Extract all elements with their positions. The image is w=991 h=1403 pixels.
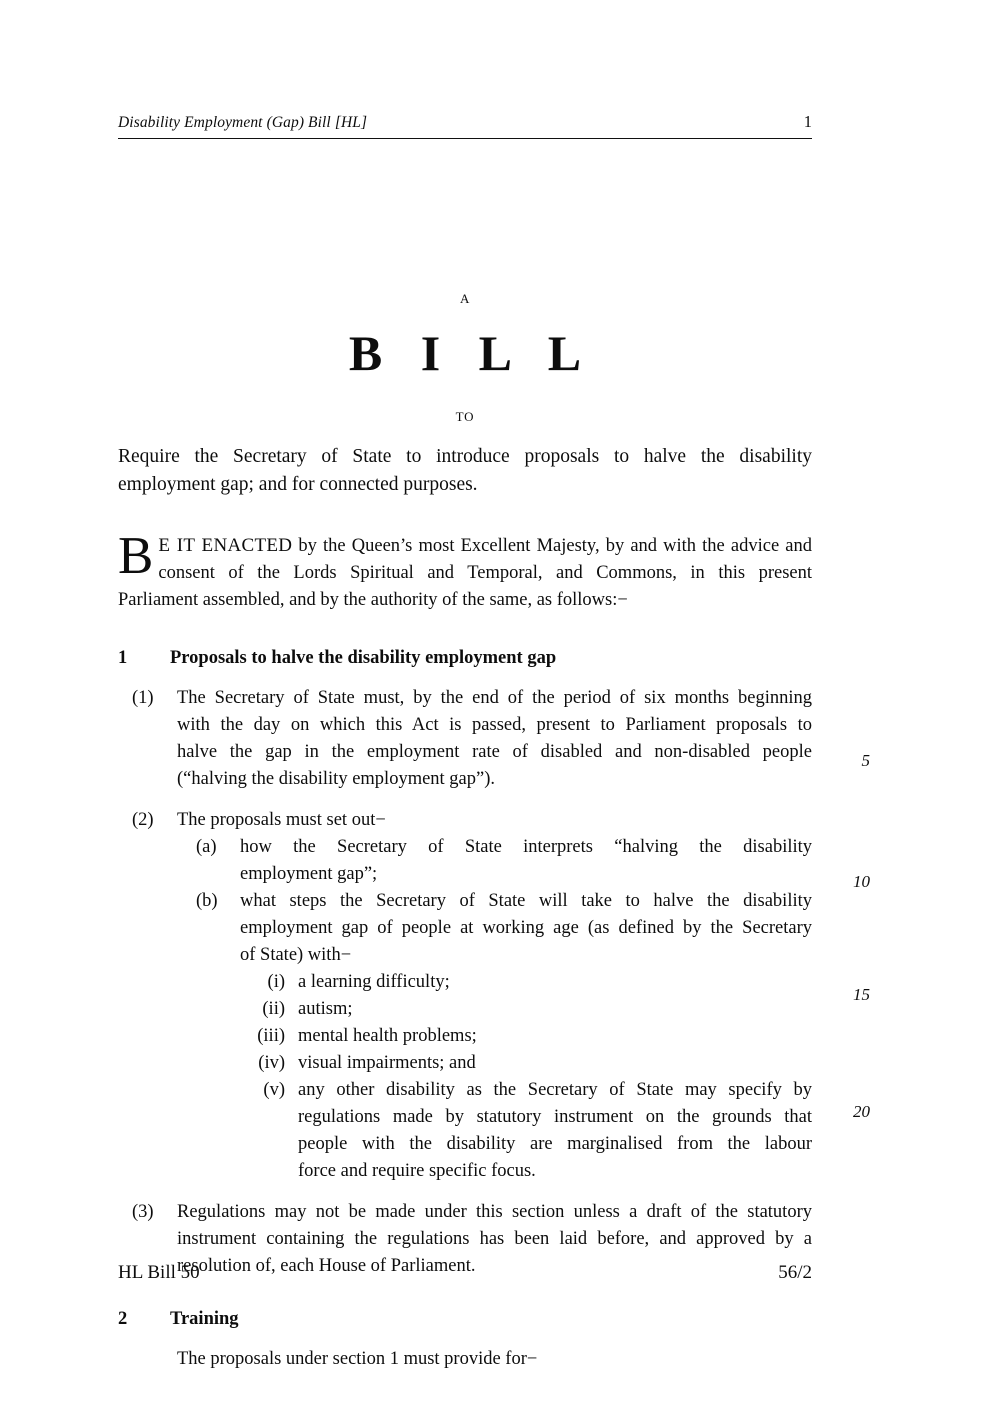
roman-subparagraph-number: (iv): [258, 1053, 285, 1073]
roman-subparagraph-number: (iii): [257, 1026, 285, 1046]
line-number: 5: [861, 751, 870, 770]
text-line: autism;: [298, 999, 353, 1019]
text-line: how the Secretary of State interprets “halving the disability: [240, 837, 812, 857]
text-line: what steps the Secretary of State will take to halve the disability: [240, 891, 812, 911]
subsection-number: (1): [132, 688, 154, 708]
section-heading: [118, 1306, 868, 1332]
alpha-paragraph-number: (a): [196, 837, 217, 857]
text-line: a learning difficulty;: [298, 972, 450, 992]
text-line: regulations made by statutory instrument on the grounds that: [298, 1107, 812, 1127]
alpha-paragraph-text: [240, 834, 812, 888]
text-line: halve the gap in the employment rate of disabled and non-disabled people: [177, 742, 812, 762]
enacting-line: consent of the Lords Spiritual and Temporal, and Commons, in this present: [158, 563, 812, 583]
text-line: force and require specific focus.: [298, 1161, 536, 1181]
roman-subparagraph-number: (v): [263, 1080, 285, 1100]
text-line: (“halving the disability employment gap”).: [177, 769, 496, 789]
subsection: [118, 685, 812, 793]
text-line: Regulations may not be made under this section unless a draft of the statutory: [177, 1202, 812, 1222]
roman-subparagraph-text: [298, 1023, 812, 1050]
section-1: [118, 645, 868, 1280]
text-line: any other disability as the Secretary of State may specify by: [298, 1080, 812, 1100]
line-number: 20: [853, 1102, 870, 1121]
roman-subparagraph: [118, 969, 812, 996]
long-title: [118, 443, 812, 498]
footer-print-code: 56/2: [778, 1262, 812, 1283]
text-line: of State) with−: [240, 945, 352, 965]
running-header: [118, 112, 812, 132]
section-2: [118, 1306, 868, 1373]
section-number: 2: [118, 1309, 128, 1329]
title-article: A: [460, 291, 470, 306]
text-line: with the day on which this Act is passed, present to Parliament proposals to: [177, 715, 812, 735]
line-number: 15: [853, 985, 870, 1004]
title-preposition: TO: [455, 408, 475, 424]
section-paragraph: The proposals under section 1 must provide for−: [177, 1349, 538, 1369]
section-heading-text: Proposals to halve the disability employment gap: [170, 648, 557, 668]
roman-subparagraph: [118, 1023, 812, 1050]
roman-subparagraph-text: [298, 969, 812, 996]
page-number: 1: [803, 112, 812, 131]
title-block: [118, 292, 812, 423]
header-rule: [118, 138, 812, 139]
section-number: 1: [118, 648, 128, 668]
enacting-dropcap: B: [118, 527, 154, 585]
subsection-number: (3): [132, 1202, 154, 1222]
line-number: 10: [853, 872, 870, 891]
text-line: employment gap”;: [240, 864, 378, 884]
title-bill-word: B I L L: [348, 325, 595, 381]
roman-subparagraph-text: [298, 1050, 812, 1077]
text-line: mental health problems;: [298, 1026, 477, 1046]
enacting-line: Parliament assembled, and by the authority of the same, as follows:−: [118, 590, 628, 610]
long-title-line: Require the Secretary of State to introduce proposals to halve the disability: [118, 446, 812, 467]
section-heading-text: Training: [170, 1309, 239, 1329]
roman-subparagraph-number: (ii): [262, 999, 285, 1019]
subsection-text: [177, 807, 812, 834]
alpha-paragraph-text: [240, 888, 812, 969]
subsection-text: [177, 685, 812, 793]
roman-subparagraph-text: [298, 1077, 812, 1185]
text-line: employment gap of people at working age (as defined by the Secretary: [240, 918, 812, 938]
roman-subparagraph-number: (i): [267, 972, 285, 992]
footer-bill-reference: HL Bill 50: [118, 1262, 200, 1283]
alpha-paragraph: [118, 834, 812, 888]
subsection-number: (2): [132, 810, 154, 830]
text-line: people with the disability are marginalised from the labour: [298, 1134, 812, 1154]
enacting-formula: [118, 527, 812, 614]
running-header-title: Disability Employment (Gap) Bill [HL]: [118, 114, 368, 131]
enacting-line: [118, 532, 812, 560]
enacting-smallcaps: E IT ENACTED: [158, 535, 293, 556]
roman-subparagraph: [118, 1077, 812, 1185]
page-footer: [118, 1262, 812, 1284]
roman-subparagraph: [118, 996, 812, 1023]
enacting-line-rest: by the Queen’s most Excellent Majesty, by and with the advice and: [292, 536, 812, 556]
text-line: visual impairments; and: [298, 1053, 476, 1073]
subsection: [118, 807, 812, 834]
alpha-paragraph-number: (b): [196, 891, 218, 911]
roman-subparagraph: [118, 1050, 812, 1077]
section-heading: [118, 645, 868, 671]
roman-subparagraph-text: [298, 996, 812, 1023]
text-line: resolution of, each House of Parliament.: [177, 1256, 476, 1276]
long-title-line: employment gap; and for connected purposes.: [118, 473, 478, 495]
text-line: The Secretary of State must, by the end of the period of six months beginning: [177, 688, 812, 708]
alpha-paragraph: [118, 888, 812, 969]
text-line: instrument containing the regulations has been laid before, and approved by a: [177, 1229, 812, 1249]
text-line: The proposals must set out−: [177, 810, 386, 830]
